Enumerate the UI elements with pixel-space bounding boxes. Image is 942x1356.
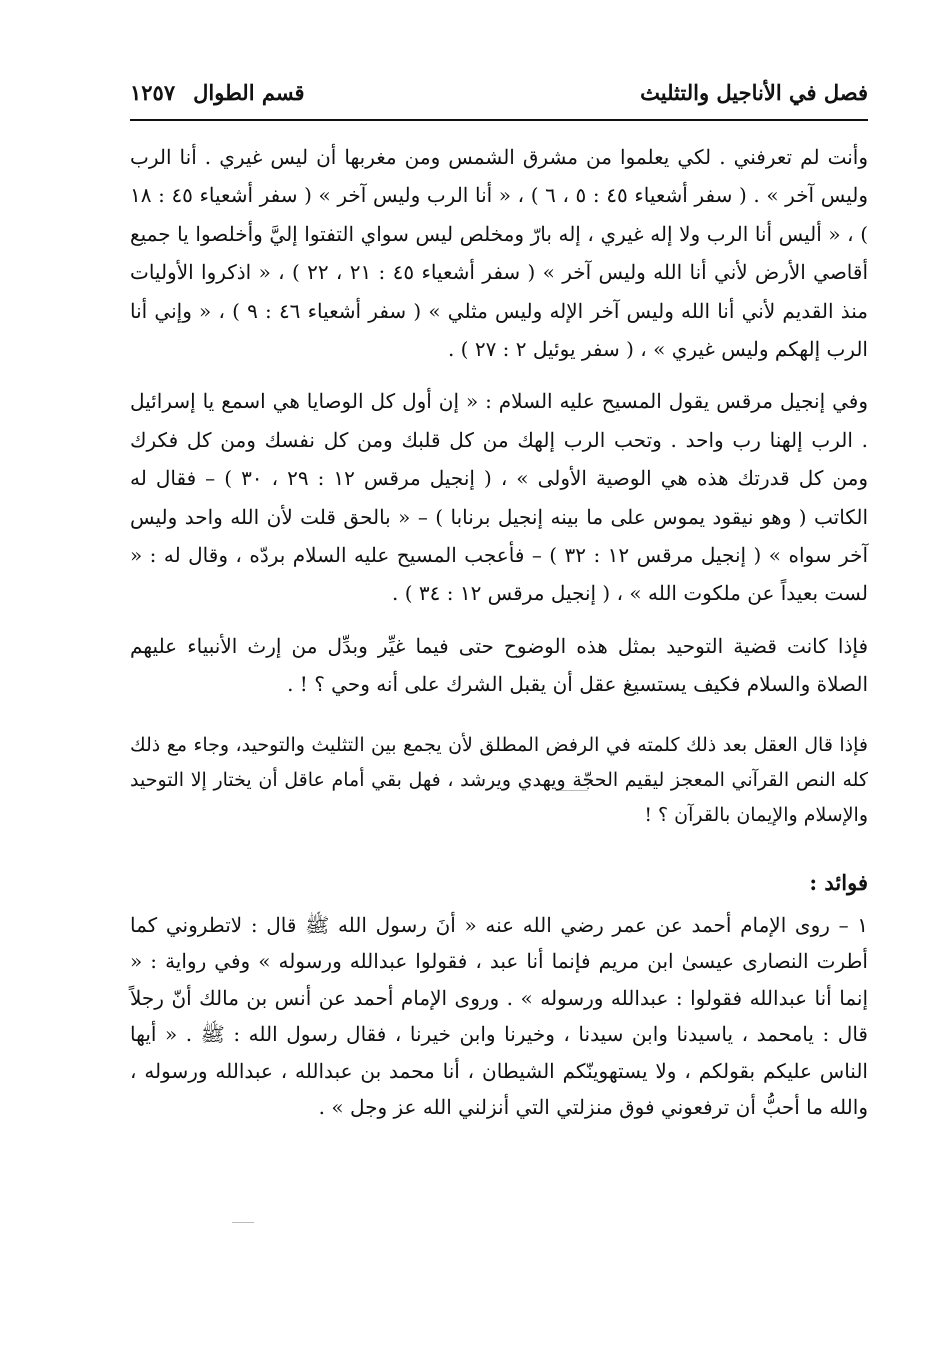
paragraph-isaiah-quotes: وأنت لم تعرفني . لكي يعلموا من مشرق الشمس ومن مغربها أن ليس غيري . أنا الرب وليس آخر » . ( سفر أشعياء ٤٥ : ٥ ، ٦ ) ، « أنا الرب وليس آخر » ( سفر أشعياء ٤٥ : ١٨ ) ، « أليس أنا الرب ولا إله غيري ، إله بارّ ومخلص ليس سواي التفتوا إليَّ وأخلصوا يا جميع أقاصي الأرض لأني أنا الله وليس آخر » ( سفر أشعياء ٤٥ : ٢١ ، ٢٢ ) ، « اذكروا الأوليات منذ القديم لأني أنا الله وليس آخر الإله وليس مثلي » ( سفر أشعياء ٤٦ : ٩ ) ، « وإني أنا الرب إلهكم وليس غيري » ، ( سفر يوئيل ٢ : ٢٧ ) . xyxy=(130,145,869,362)
section-label: قسم الطوال xyxy=(193,80,305,105)
page-body xyxy=(130,138,868,1126)
header-divider xyxy=(130,119,868,121)
paragraph-hadith-note: ١ – روى الإمام أحمد عن عمر رضي الله عنه « أنَ رسول الله ﷺ قال : لاتطروني كما أطرت النصارى عيسىٰ ابن مريم فإنما أنا عبد ، فقولوا عبدالله ورسوله » وفي رواية : « إنما أنا عبدالله فقولوا : عبدالله ورسوله » . وروى الإمام أحمد عن أنس بن مالك أنّ رجلاً قال : يامحمد ، ياسيدنا وابن سيدنا ، وخيرنا وابن خيرنا ، فقال رسول الله : ﷺ . « أيها الناس عليكم بقولكم ، ولا يستهوينّكم الشيطان ، أنا محمد بن عبدالله ، عبدالله ورسوله ، والله ما أحبُّ أن ترفعوني فوق منزلتي التي أنزلني الله عز وجل » . xyxy=(130,912,868,1120)
running-header xyxy=(130,80,868,116)
section-and-page xyxy=(130,80,305,105)
page-number: ١٢٥٧ xyxy=(130,80,176,105)
paragraph-reason-conclusion: فإذا قال العقل بعد ذلك كلمته في الرفض المطلق لأن يجمع بين التثليث والتوحيد، وجاء مع ذلك كله النص القرآني المعجز ليقيم الحجّة ويهدي ويرشد ، فهل بقي أمام عاقل أن يختار إلا التوحيد والإسلام والإيمان بالقرآن ؟ ! xyxy=(130,733,868,826)
scan-mark xyxy=(232,1222,254,1223)
paragraph-mark-gospel: وفي إنجيل مرقس يقول المسيح عليه السلام : « إن أول كل الوصايا هي اسمع يا إسرائيل . الرب إلهنا رب واحد . وتحب الرب إلهك من كل قلبك ومن كل نفسك ومن كل فكرك ومن كل قدرتك هذه هي الوصية الأولى » ، ( إنجيل مرقس ١٢ : ٢٩ ، ٣٠ ) – فقال له الكاتب ( وهو نيقود يموس على ما بينه إنجيل برنابا ) – « بالحق قلت لأن الله واحد وليس آخر سواه » ( إنجيل مرقس ١٢ : ٣٢ ) – فأعجب المسيح عليه السلام بردّه ، وقال له : « لست بعيداً عن ملكوت الله » ، ( إنجيل مرقس ١٢ : ٣٤ ) . xyxy=(130,389,869,606)
paragraph-tawhid-clarity: فإذا كانت قضية التوحيد بمثل هذه الوضوح حتى فيما غيِّر وبدِّل من إرث الأنبياء عليهم الصلاة والسلام فكيف يستسيغ عقل أن يقبل الشرك على أنه وحي ؟ ! . xyxy=(130,633,868,697)
scan-mark xyxy=(560,790,588,791)
chapter-title: فصل في الأناجيل والتثليث xyxy=(640,80,868,105)
fawaid-heading: فوائد : xyxy=(809,869,868,895)
